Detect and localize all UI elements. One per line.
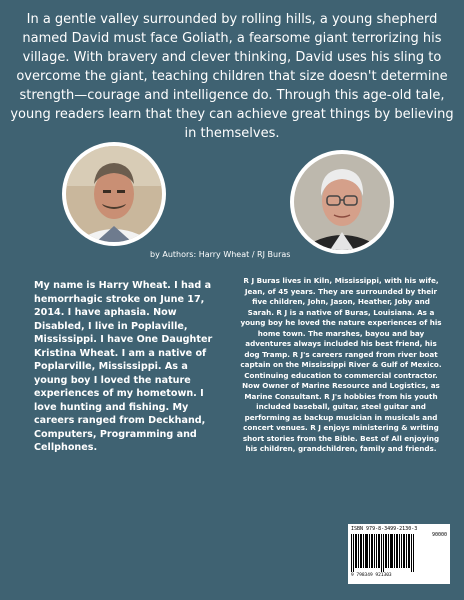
back-cover-blurb: In a gentle valley surrounded by rolling hills, a young shepherd named David must face Goliath, a fearsome giant terrorizing his village. With bravery and clever thinking, David uses his sling to overcome the giant, teaching children that size doesn't determine strength—courage and intelligence do. Through this age-old tale, young readers learn that they can achieve great things by believing in themselves. <box>10 12 454 141</box>
price-code: 90000 <box>431 532 447 538</box>
isbn-number: ISBN 979-8-3499-2130-3 <box>351 526 418 532</box>
barcode-bars-icon <box>351 534 415 572</box>
author-photo-rj-buras <box>290 150 394 254</box>
portrait-illustration <box>66 146 162 242</box>
isbn-barcode <box>348 524 450 584</box>
portrait-illustration <box>294 154 390 250</box>
author-photo-harry-wheat <box>62 142 166 246</box>
authors-credit-line: by Authors: Harry Wheat / RJ Buras <box>150 250 291 259</box>
bio-rj-buras: R J Buras lives in Kiln, Mississippi, with his wife, Jean, of 45 years. They are surrounded by their five children, John, Jason, Heather, Joby and Sarah. R J is a native of Buras, Louisiana. As a young boy he loved the nature experiences of his home town. The marshes, bayou and bay adventures always included his best friend, his dog Tramp. R J's careers ranged from river boat captain on the Mississippi River & Gulf of Mexico. Continuing education to commercial contractor. Now Owner of Marine Resource and Logistics, as Marine Consultant. R J's hobbies from his youth included baseball, guitar, steel guitar and performing as backup musician in musicals and concert venues. R J enjoys ministering & writing short stories from the Bible. Best of All enjoying his children, grandchildren, family and friends. <box>240 276 442 453</box>
bio-harry-wheat: My name is Harry Wheat. I had a hemorrhagic stroke on June 17, 2014. I have aphasia. Now Disabled, I live in Poplaville, Mississippi. I have One Daughter Kristina Wheat. I am a native of Poplarville, Mississippi. As a young boy I loved the nature experiences of my hometown. I love hunting and fishing. My careers ranged from Deckhand, Computers, Programming and Cellphones. <box>34 280 213 453</box>
barcode-digits: 9 798349 921303 <box>351 573 392 578</box>
